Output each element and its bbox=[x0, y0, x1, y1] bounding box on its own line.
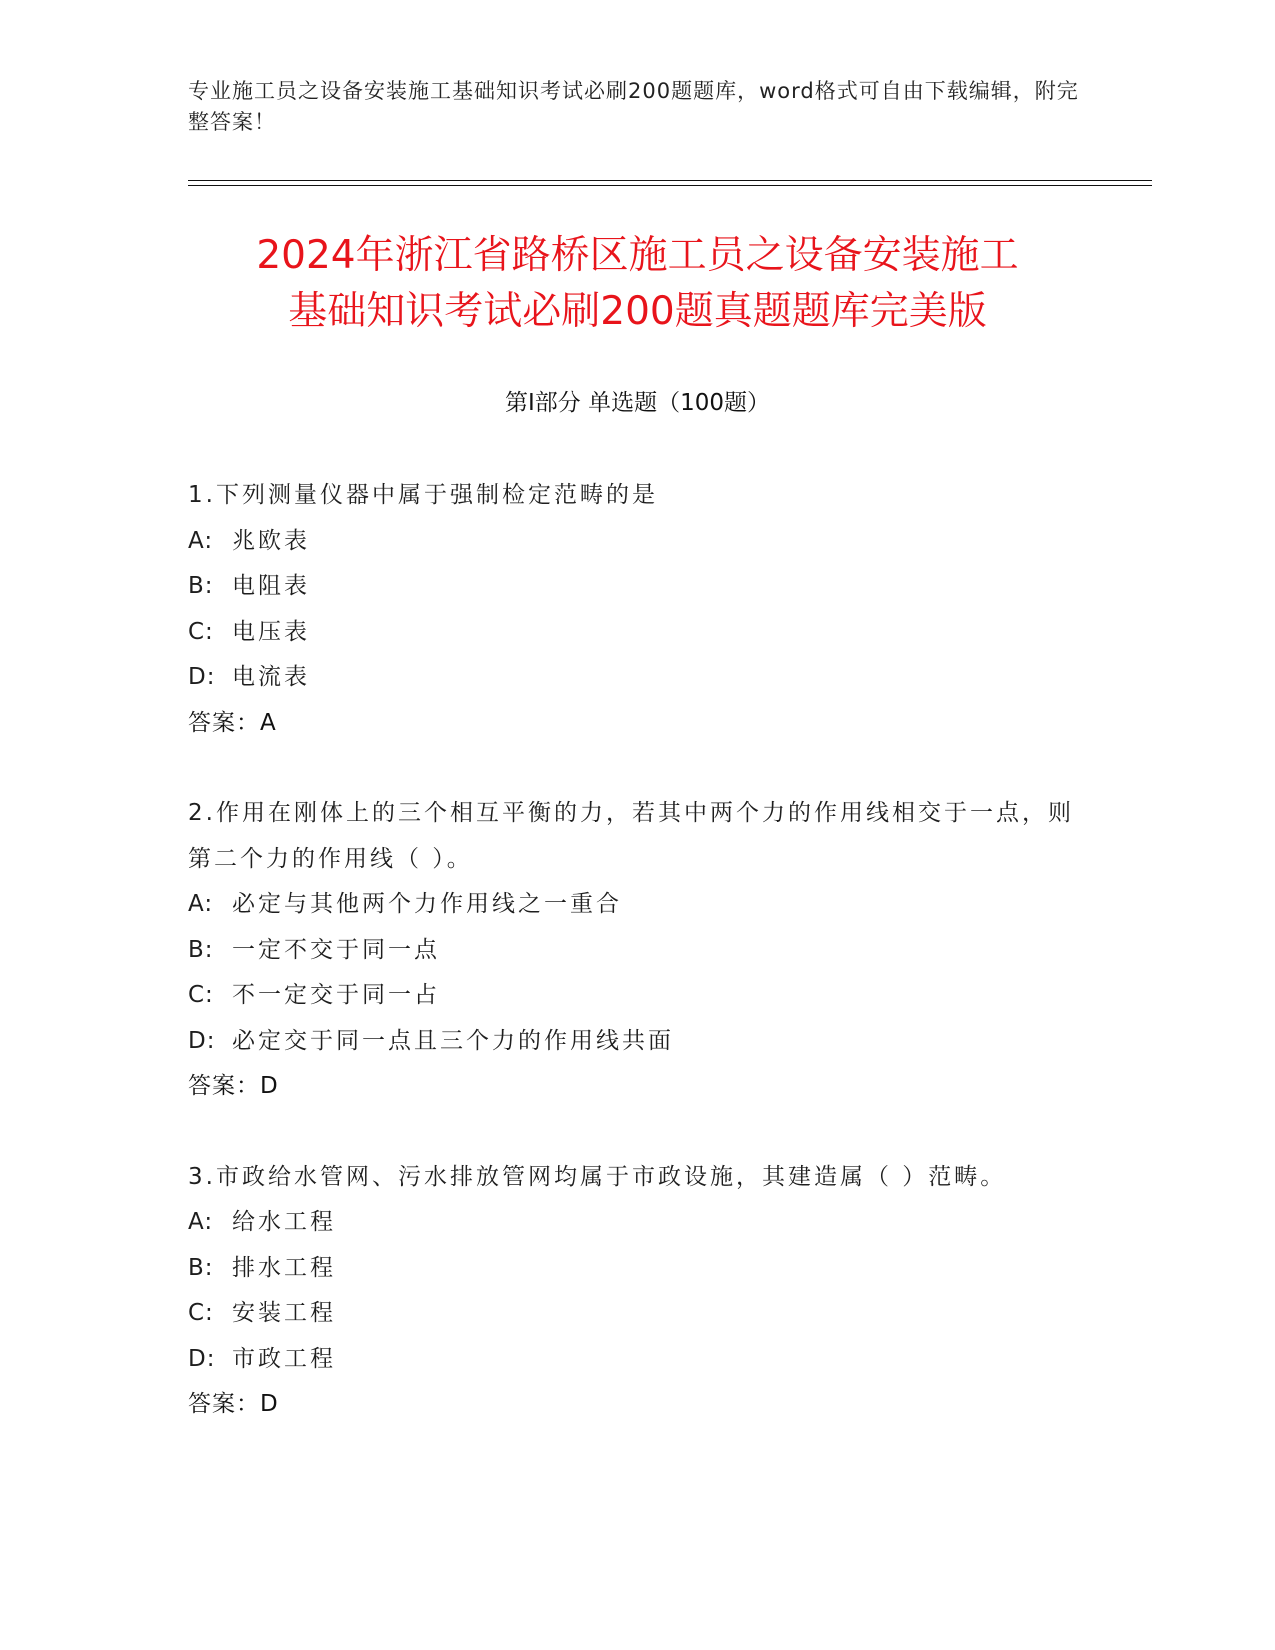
option-letter: A: bbox=[188, 891, 214, 917]
option-letter: B: bbox=[188, 1254, 214, 1281]
option-letter: A: bbox=[188, 527, 214, 554]
option-b bbox=[188, 928, 1088, 974]
option-letter: C: bbox=[188, 1300, 214, 1326]
option-letter: C: bbox=[188, 982, 214, 1008]
option-letter: C: bbox=[188, 618, 214, 645]
option-letter: D: bbox=[188, 1345, 216, 1372]
question-stem: 1.下列测量仪器中属于强制检定范畴的是 bbox=[188, 482, 658, 508]
document-title-line-2: 基础知识考试必刷200题真题题库完美版 bbox=[288, 289, 987, 334]
answer-line: 答案：A bbox=[188, 709, 277, 736]
option-b bbox=[188, 1246, 1088, 1292]
header-note: 专业施工员之设备安装施工基础知识考试必刷200题题库，word格式可自由下载编辑，附完整答案！ bbox=[188, 79, 1079, 134]
option-text: 必定与其他两个力作用线之一重合 bbox=[232, 891, 622, 917]
option-text: 兆欧表 bbox=[232, 527, 310, 554]
option-d bbox=[188, 1337, 1088, 1383]
option-letter: D: bbox=[188, 1027, 216, 1054]
option-letter: A: bbox=[188, 1209, 214, 1235]
section-heading: 第I部分 单选题（100题） bbox=[505, 390, 770, 416]
option-c bbox=[188, 1291, 1088, 1337]
question-item bbox=[188, 473, 1088, 746]
option-b bbox=[188, 564, 1088, 610]
answer-line: 答案：D bbox=[188, 1391, 279, 1417]
option-letter: B: bbox=[188, 936, 214, 963]
option-a bbox=[188, 1200, 1088, 1246]
option-c bbox=[188, 973, 1088, 1019]
document-title bbox=[150, 228, 1125, 340]
question-item bbox=[188, 791, 1088, 1110]
question-item bbox=[188, 1155, 1088, 1428]
option-text: 给水工程 bbox=[232, 1209, 336, 1235]
option-text: 排水工程 bbox=[232, 1254, 336, 1281]
option-a bbox=[188, 519, 1088, 565]
question-stem: 2.作用在刚体上的三个相互平衡的力，若其中两个力的作用线相交于一点，则第二个力的作用线（ ）。 bbox=[188, 800, 1074, 872]
header-divider-bottom bbox=[188, 185, 1152, 186]
option-text: 电阻表 bbox=[232, 573, 310, 599]
option-text: 一定不交于同一点 bbox=[232, 936, 440, 963]
question-list bbox=[188, 473, 1088, 1473]
answer-line: 答案：D bbox=[188, 1073, 279, 1099]
document-title-line-1: 2024年浙江省路桥区施工员之设备安装施工 bbox=[256, 233, 1019, 278]
option-text: 不一定交于同一占 bbox=[232, 982, 440, 1008]
option-d bbox=[188, 655, 1088, 701]
option-text: 电流表 bbox=[232, 664, 310, 690]
option-a bbox=[188, 882, 1088, 928]
header-divider-top bbox=[188, 180, 1152, 181]
option-text: 必定交于同一点且三个力的作用线共面 bbox=[232, 1027, 674, 1054]
option-letter: D: bbox=[188, 664, 216, 690]
option-text: 电压表 bbox=[232, 618, 310, 645]
option-text: 安装工程 bbox=[232, 1300, 336, 1326]
option-letter: B: bbox=[188, 573, 214, 599]
question-stem: 3.市政给水管网、污水排放管网均属于市政设施，其建造属（ ）范畴。 bbox=[188, 1163, 1007, 1190]
option-c bbox=[188, 610, 1088, 656]
option-d bbox=[188, 1019, 1088, 1065]
option-text: 市政工程 bbox=[232, 1345, 336, 1372]
